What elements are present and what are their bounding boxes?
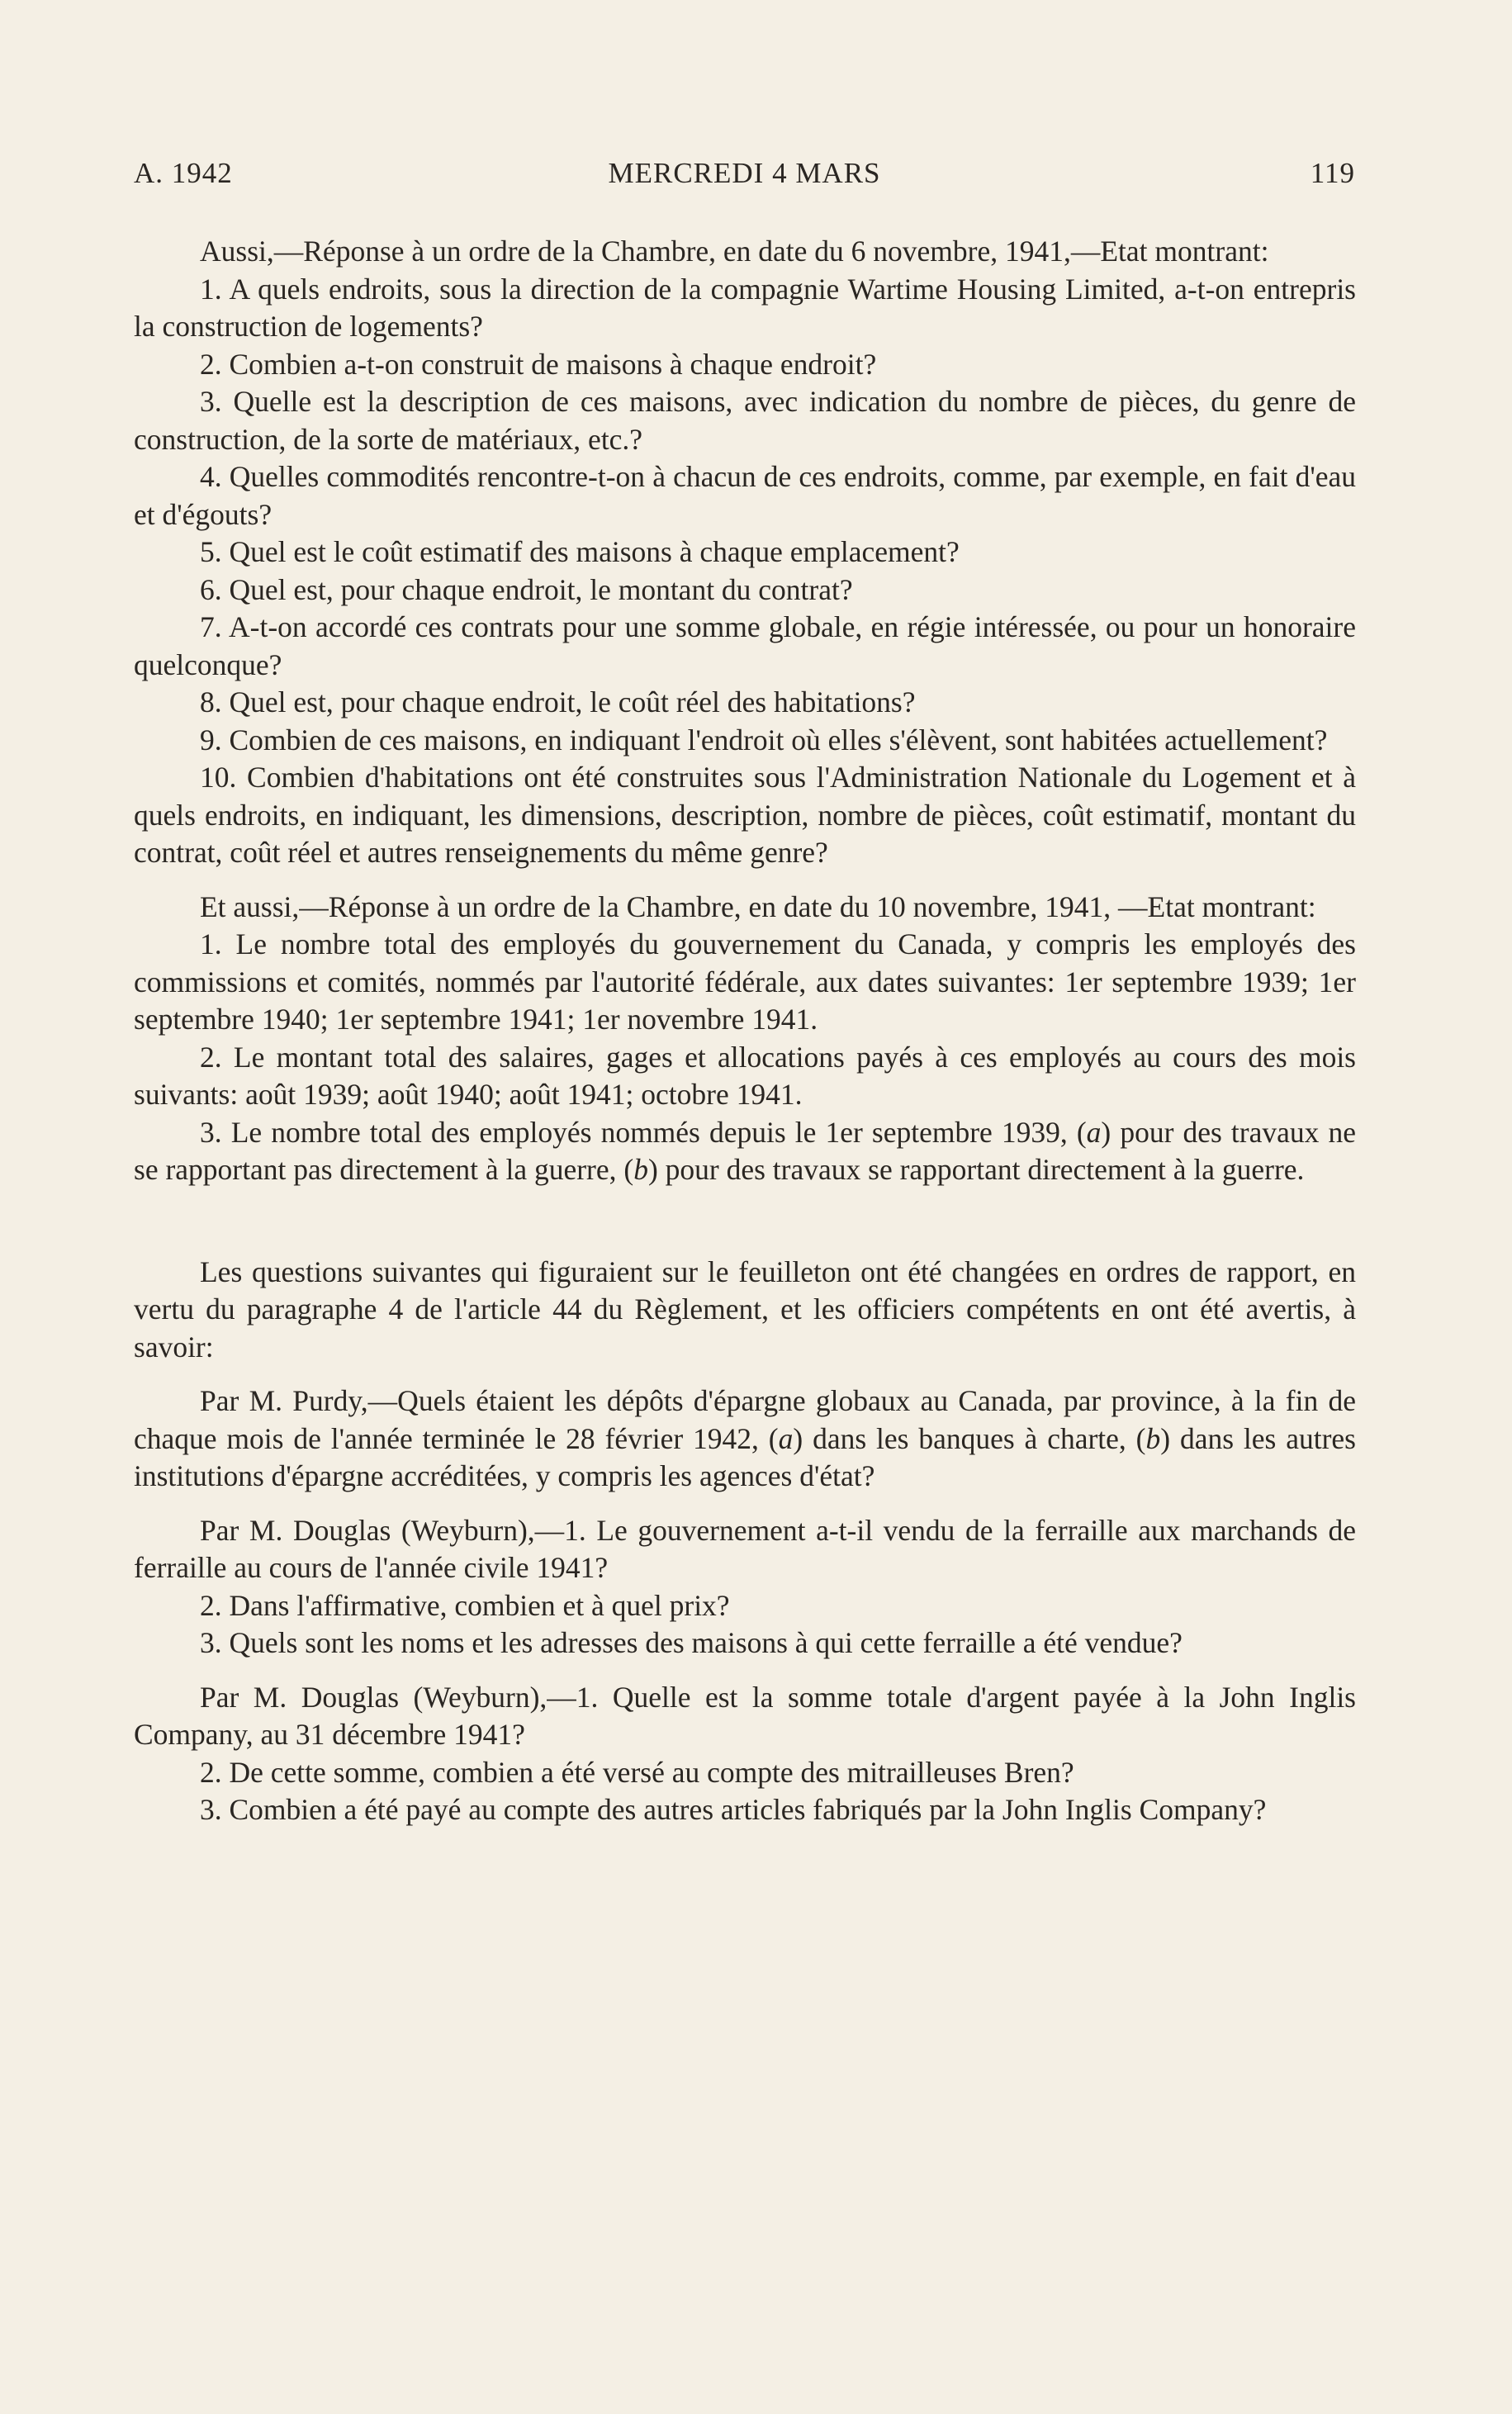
paragraph: 8. Quel est, pour chaque endroit, le coût réel des habitations? bbox=[200, 685, 916, 719]
header-page-number: 119 bbox=[1310, 157, 1355, 189]
paragraph: 2. Combien a-t-on construit de maisons à chaque endroit? bbox=[200, 347, 877, 381]
paragraph: 2. Le montant total des salaires, gages et allocations payés à ces employés au cours des mois suivants: août 1939; août 1940; août 1941; octobre 1941. bbox=[134, 1040, 1356, 1111]
paragraph: 6. Quel est, pour chaque endroit, le montant du contrat? bbox=[200, 572, 853, 606]
paragraph: 2. Dans l'affirmative, combien et à quel prix? bbox=[200, 1588, 730, 1622]
paragraph: 3. Le nombre total des employés nommés depuis le 1er septembre 1939, (a) pour des travaux ne se rapportant pas directement à la guerre, (b) pour des travaux se rapportant directement à la guerre. bbox=[134, 1115, 1356, 1186]
paragraph: 1. A quels endroits, sous la direction de la compagnie Wartime Housing Limited, a-t-on entrepris la construction de logements? bbox=[134, 272, 1356, 343]
page-header bbox=[134, 157, 1355, 197]
paragraph: 9. Combien de ces maisons, en indiquant l'endroit où elles s'élèvent, sont habitées actuellement? bbox=[200, 723, 1328, 756]
header-title: MERCREDI 4 MARS bbox=[608, 157, 881, 189]
paragraph: Les questions suivantes qui figuraient sur le feuilleton ont été changées en ordres de rapport, en vertu du paragraphe 4 de l'article 44 du Règlement, et les officiers compétents en ont été avertis, à savoir: bbox=[134, 1254, 1356, 1364]
paragraph: 1. Le nombre total des employés du gouvernement du Canada, y compris les employés des commissions et comités, nommés par l'autorité fédérale, aux dates suivantes: 1er septembre 1939; 1er septembre 1940; 1er septembre 1941; 1er novembre 1941. bbox=[134, 927, 1356, 1036]
paragraph: Aussi,—Réponse à un ordre de la Chambre, en date du 6 novembre, 1941,—Etat montrant: bbox=[200, 235, 1269, 268]
paragraph: 3. Quelle est la description de ces maisons, avec indication du nombre de pièces, du genre de construction, de la sorte de matériaux, etc.? bbox=[134, 385, 1356, 456]
paragraph: 2. De cette somme, combien a été versé au compte des mitrailleuses Bren? bbox=[200, 1755, 1074, 1789]
paragraph: Par M. Purdy,—Quels étaient les dépôts d'épargne globaux au Canada, par province, à la fin de chaque mois de l'année terminée le 28 février 1942, (a) dans les banques à charte, (b) dans les autres institutions d'épargne accréditées, y compris les agences d'état? bbox=[134, 1384, 1356, 1492]
paragraph: Et aussi,—Réponse à un ordre de la Chambre, en date du 10 novembre, 1941, —Etat montrant: bbox=[200, 889, 1316, 923]
paragraph: 4. Quelles commodités rencontre-t-on à chacun de ces endroits, comme, par exemple, en fait d'eau et d'égouts? bbox=[134, 460, 1356, 531]
paragraph: 7. A-t-on accordé ces contrats pour une somme globale, en régie intéressée, ou pour un honoraire quelconque? bbox=[134, 610, 1356, 681]
paragraph: 5. Quel est le coût estimatif des maisons à chaque emplacement? bbox=[200, 535, 960, 568]
paragraph: 3. Combien a été payé au compte des autres articles fabriqués par la John Inglis Company? bbox=[200, 1793, 1267, 1826]
header-year: A. 1942 bbox=[134, 157, 233, 189]
page-body bbox=[134, 233, 1356, 1829]
paragraph: Par M. Douglas (Weyburn),—1. Quelle est la somme totale d'argent payée à la John Inglis Company, au 31 décembre 1941? bbox=[134, 1680, 1356, 1751]
paragraph: 3. Quels sont les noms et les adresses des maisons à qui cette ferraille a été vendue? bbox=[200, 1626, 1183, 1659]
paragraph: 10. Combien d'habitations ont été construites sous l'Administration Nationale du Logement et à quels endroits, en indiquant, les dimensions, description, nombre de pièces, coût estimatif, montant du contrat, coût réel et autres renseignements du même genre? bbox=[134, 761, 1356, 869]
paragraph: Par M. Douglas (Weyburn),—1. Le gouvernement a-t-il vendu de la ferraille aux marchands de ferraille au cours de l'année civile 1941? bbox=[134, 1513, 1356, 1584]
